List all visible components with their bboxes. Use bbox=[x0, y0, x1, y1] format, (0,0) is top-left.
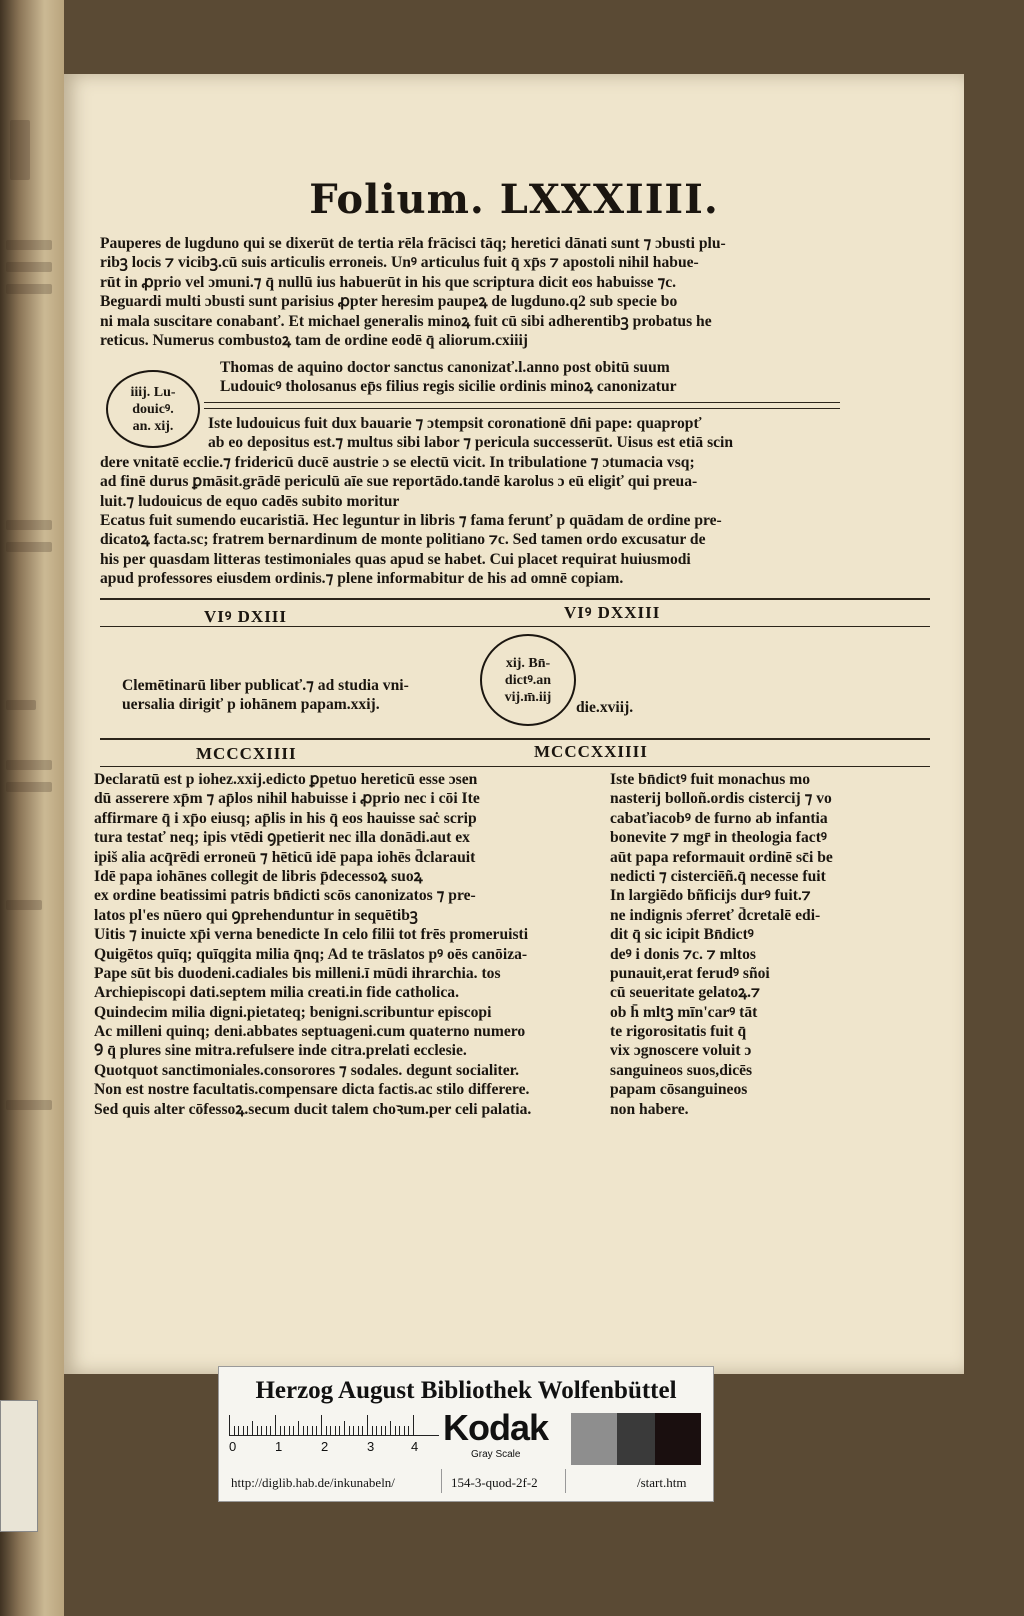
ruler-tick bbox=[358, 1426, 359, 1435]
ruler-tick bbox=[395, 1426, 396, 1435]
kodak-logo: Kodak bbox=[443, 1407, 549, 1448]
text-block-paupers bbox=[100, 234, 930, 350]
text-line: dū asserere xp̄m ⁊ ap̄los nihil habuisse i ꝓprio nec i cōi Ite bbox=[94, 790, 480, 808]
ruler-tick bbox=[316, 1426, 317, 1435]
ruler-tick bbox=[349, 1426, 350, 1435]
divider bbox=[204, 408, 840, 409]
medallion-line: douicꝰ. bbox=[132, 401, 174, 417]
text-line: luit.⁊ ludouicus de equo cadēs subito moritur bbox=[100, 492, 400, 510]
year-left: MCCCXIIII bbox=[196, 744, 297, 763]
ruler-tick bbox=[326, 1426, 327, 1435]
text-line: cabaťiacobꝰ de furno ab infantia bbox=[610, 809, 828, 827]
ruler-tick bbox=[312, 1426, 313, 1435]
year-right: MCCCXXIIII bbox=[534, 742, 648, 761]
gray-scale-label: Gray Scale bbox=[471, 1449, 521, 1460]
text-line: non habere. bbox=[610, 1100, 689, 1118]
text-line: his per quasdam litteras testimoniales quas apud se habet. Cui placet requirat huiusmodi bbox=[100, 550, 691, 568]
ruler-number: 2 bbox=[321, 1439, 329, 1454]
text-line: ad finē durus ꝑmāsit.grādē periculū aīe sue reportādo.tandē karolus ɔ eū eligiť qui preua- bbox=[100, 473, 698, 491]
url-shelfmark: 154-3-quod-2f-2 bbox=[451, 1475, 538, 1490]
ruler-tick bbox=[284, 1426, 285, 1435]
ruler-tick bbox=[399, 1426, 400, 1435]
ruler-tick bbox=[339, 1426, 340, 1435]
pope-medallion-benedict bbox=[480, 634, 576, 726]
text-line: te rigorositatis fuit q̄ bbox=[610, 1023, 747, 1041]
text-line: papam cōsanguineos bbox=[610, 1081, 748, 1099]
text-line: punauit,erat ferudꝰ sñoi bbox=[610, 964, 770, 982]
text-line: aūt papa reformauit ordinē sc̄i be bbox=[610, 848, 833, 866]
folio-title: Folium. LXXXIIII. bbox=[309, 176, 719, 223]
ruler-number: 3 bbox=[367, 1439, 375, 1454]
text-line: uersalia dirigiť p iohānem papam.xxij. bbox=[122, 696, 380, 714]
facing-page-edge bbox=[0, 0, 64, 1616]
divider bbox=[100, 626, 930, 627]
library-name: Herzog August Bibliothek Wolfenbüttel bbox=[255, 1377, 677, 1404]
text-line: Declaratū est p iohez.xxij.edicto ꝑpetuo hereticū esse ɔsen bbox=[94, 771, 478, 788]
ruler-tick bbox=[257, 1426, 258, 1435]
text-line: Sed quis alter cōfessoꝝ.secum ducit talem choꝛum.per celi palatia. bbox=[94, 1100, 532, 1118]
ruler-tick bbox=[261, 1426, 262, 1435]
text-line: Ac milleni quinq; deni.abbates septuageni.cum quaterno numero bbox=[94, 1023, 526, 1041]
text-line: Quotquot sanctimoniales.consorores ⁊ sodales. degunt socialiter. bbox=[94, 1061, 520, 1079]
ruler-tick bbox=[344, 1421, 345, 1435]
url-separator bbox=[441, 1469, 442, 1493]
ruler-number: 4 bbox=[411, 1439, 419, 1454]
ruler-tick bbox=[376, 1426, 377, 1435]
gray-swatch-light bbox=[571, 1413, 617, 1465]
text-line: apud professores eiusdem ordinis.⁊ plene informabitur de his ad omnē copiam. bbox=[100, 570, 624, 588]
text-line: nasterij bolloñ.ordis cistercij ⁊ vo bbox=[610, 790, 832, 808]
divider bbox=[100, 766, 930, 767]
column-right bbox=[610, 770, 936, 1119]
text-clementine bbox=[122, 676, 462, 715]
url-base: http://diglib.hab.de/inkunabeln/ bbox=[231, 1475, 395, 1490]
ruler-tick bbox=[298, 1421, 299, 1435]
text-line: dere vnitatē ecclie.⁊ fridericū ducē austrie ɔ se electū vicit. In tribulatione ⁊ ɔtumacia vsq; bbox=[100, 453, 695, 471]
ruler-tick bbox=[280, 1426, 281, 1435]
ruler-tick bbox=[266, 1426, 267, 1435]
text-line: nedicti ⁊ cisterciēñ.q̄ necesse fuit bbox=[610, 867, 826, 885]
text-line: sanguineos suos,dicēs bbox=[610, 1061, 753, 1079]
ruler-tick bbox=[390, 1421, 391, 1435]
text-line: cū seueritate gelatoꝝ.⁊ bbox=[610, 984, 761, 1002]
ruler-tick bbox=[385, 1426, 386, 1435]
text-line: ne indignis ɔferreť d̄cretalē edi- bbox=[610, 906, 821, 924]
text-line: ab eo depositus est.⁊ multus sibi labor ⁊ pericula successerūt. Uisus est etiā scin bbox=[208, 434, 734, 452]
medallion-line: dictꝰ.an bbox=[504, 672, 552, 688]
text-line: tura testať neq; ipis vtēdi ꝯpetierit nec illa donādi.aut ex bbox=[94, 829, 470, 847]
spine-label bbox=[0, 1400, 38, 1532]
ruler-tick bbox=[321, 1415, 322, 1435]
text-line: ex ordine beatissimi patris bn̄dicti scōs canonizatos ⁊ pre- bbox=[94, 887, 476, 905]
medallion-line: an. xij. bbox=[132, 418, 174, 434]
gray-swatch-dark bbox=[617, 1413, 655, 1465]
text-block-ludovicus bbox=[100, 414, 930, 589]
text-line: Beguardi multi ɔbusti sunt parisius ꝓpter heresim paupeꝝ de lugduno.q2 sub specie bo bbox=[100, 293, 678, 311]
ruler-tick bbox=[289, 1426, 290, 1435]
ruler-tick bbox=[381, 1426, 382, 1435]
text-line: Iste ludouicus fuit dux bauarie ⁊ ɔtempsit coronationē dn̄i pape: quapropť bbox=[208, 415, 702, 432]
text-line: bonevite ⁊ mgr̄ in theologia factꝰ bbox=[610, 829, 827, 847]
ruler-tick bbox=[367, 1415, 368, 1435]
text-line: reticus. Numerus combustoꝝ tam de ordine eodē q̄ aliorum.cxiiij bbox=[100, 331, 528, 349]
medallion-line: iiij. Lu- bbox=[130, 384, 176, 400]
ruler-tick bbox=[238, 1426, 239, 1435]
text-thomas-ludovicus bbox=[220, 358, 820, 397]
text-line: vix ɔgnoscere voluit ɔ bbox=[610, 1042, 752, 1060]
ruler-number: 0 bbox=[229, 1439, 237, 1454]
gray-swatch-black bbox=[655, 1413, 701, 1465]
text-line: ni mala suscitare conabanť. Et michael generalis minoꝝ fuit cū sibi adherentibꝫ probatus he bbox=[100, 312, 712, 330]
text-line: Clemētinarū liber publicať.⁊ ad studia vni- bbox=[122, 677, 409, 694]
ruler-tick bbox=[408, 1426, 409, 1435]
text-line: ipiš alia acq̄rēdi erroneū ⁊ hēticū idē papa iohēs d̄clarauit bbox=[94, 848, 476, 866]
ruler-tick bbox=[247, 1426, 248, 1435]
text-clementine-right: die.xviij. bbox=[576, 699, 634, 716]
ruler-number: 1 bbox=[275, 1439, 283, 1454]
color-calibration-card bbox=[218, 1366, 714, 1502]
text-line: Non est nostre facultatis.compensare dicta factis.ac stilo differere. bbox=[94, 1081, 530, 1099]
text-line: ribꝫ locis ⁊ vicibꝫ.cū suis articulis erroneis. Unꝰ articulus fuit q̄ xp̄s ⁊ apostoli nihil habue- bbox=[100, 254, 699, 272]
text-line: latos pl'es nūero qui ꝯprehenduntur in sequētibꝫ bbox=[94, 906, 418, 924]
text-line: Ecatus fuit sumendo eucaristiā. Hec leguntur in libris ⁊ fama ferunť p quādam de ordine pre- bbox=[100, 511, 722, 529]
text-line: Iste bn̄dictꝰ fuit monachus mo bbox=[610, 771, 811, 788]
text-line: Quindecim milia digni.pietateq; benigni.scribuntur episcopi bbox=[94, 1003, 492, 1021]
ruler-tick bbox=[229, 1415, 230, 1435]
book-page bbox=[64, 74, 964, 1374]
ruler-tick bbox=[335, 1426, 336, 1435]
medallion-line: vij.m̄.iij bbox=[504, 689, 552, 705]
ruler-tick bbox=[372, 1426, 373, 1435]
scale-ruler bbox=[229, 1413, 439, 1436]
year-right: VIꝰ DXXIII bbox=[564, 603, 661, 622]
text-line: ob h̄ mltꝫ mīn'carꝰ tāt bbox=[610, 1003, 758, 1021]
ruler-tick bbox=[234, 1426, 235, 1435]
text-line: Archiepiscopi dati.septem milia creati.in fide catholica. bbox=[94, 984, 459, 1002]
text-line: Uitis ⁊ inuicte xp̄i verna benedicte In celo filii tot frēs promeruisti bbox=[94, 926, 529, 944]
divider bbox=[204, 402, 840, 403]
ruler-tick bbox=[252, 1421, 253, 1435]
text-line: Pape sūt bis duodeni.cadiales bis milleni.ī mūdi ihrarchia. tos bbox=[94, 964, 501, 982]
ruler-tick bbox=[303, 1426, 304, 1435]
text-line: Pauperes de lugduno qui se dixerūt de tertia rēla frācisci tāq; heretici dānati sunt ⁊ ɔbusti plu- bbox=[100, 235, 726, 252]
text-line: affirmare q̄ i xp̄o eiusq; ap̄lis in his q̄ eos hauisse saċ scrip bbox=[94, 809, 477, 827]
ruler-tick bbox=[270, 1426, 271, 1435]
text-line: Thomas de aquino doctor sanctus canonizať.l.anno post obitū suum bbox=[220, 359, 670, 376]
ruler-tick bbox=[413, 1415, 414, 1435]
ruler-tick bbox=[243, 1426, 244, 1435]
text-line: In largiēdo bñficijs durꝰ fuit.⁊ bbox=[610, 887, 811, 905]
text-line: Ludouicꝰ tholosanus ep̄s filius regis sicilie ordinis minoꝝ canonizatur bbox=[220, 378, 677, 396]
ruler-tick bbox=[353, 1426, 354, 1435]
divider bbox=[100, 738, 930, 740]
text-line: dicatoꝝ facta.sc; fratrem bernardinum de monte politiano ⁊c. Sed tamen ordo excusatur de bbox=[100, 531, 706, 549]
text-line: rūt in ꝓprio vel ɔmuni.⁊ q̄ nullū ius habuerūt in his que scriptura dicit eos habuisse ⁊c. bbox=[100, 273, 677, 291]
ruler-tick bbox=[362, 1426, 363, 1435]
divider bbox=[100, 598, 930, 600]
ruler-tick bbox=[330, 1426, 331, 1435]
url-separator bbox=[565, 1469, 566, 1493]
ruler-tick bbox=[307, 1426, 308, 1435]
ruler-tick bbox=[293, 1426, 294, 1435]
column-left bbox=[94, 770, 604, 1119]
text-line: Ꝯ q̄ plures sine mitra.refulsere inde citra.prelati ecclesie. bbox=[94, 1042, 467, 1060]
ruler-tick bbox=[404, 1426, 405, 1435]
text-line: dit q̄ sic icipit Bn̄dictꝰ bbox=[610, 926, 754, 944]
ruler-tick bbox=[275, 1415, 276, 1435]
url-suffix: /start.htm bbox=[637, 1475, 687, 1490]
year-left: VIꝰ DXIII bbox=[204, 607, 288, 626]
text-line: Idē papa iohānes collegit de libris p̄decessoꝝ suoꝝ bbox=[94, 867, 423, 885]
text-line: deꝰ i donis ⁊c. ⁊ mltos bbox=[610, 945, 756, 963]
text-line: Quigētos quīq; quīqgita milia q̄nq; Ad te trāslatos pꝰ oēs canōiza- bbox=[94, 945, 528, 963]
medallion-line: xij. Bn̄- bbox=[505, 655, 551, 671]
